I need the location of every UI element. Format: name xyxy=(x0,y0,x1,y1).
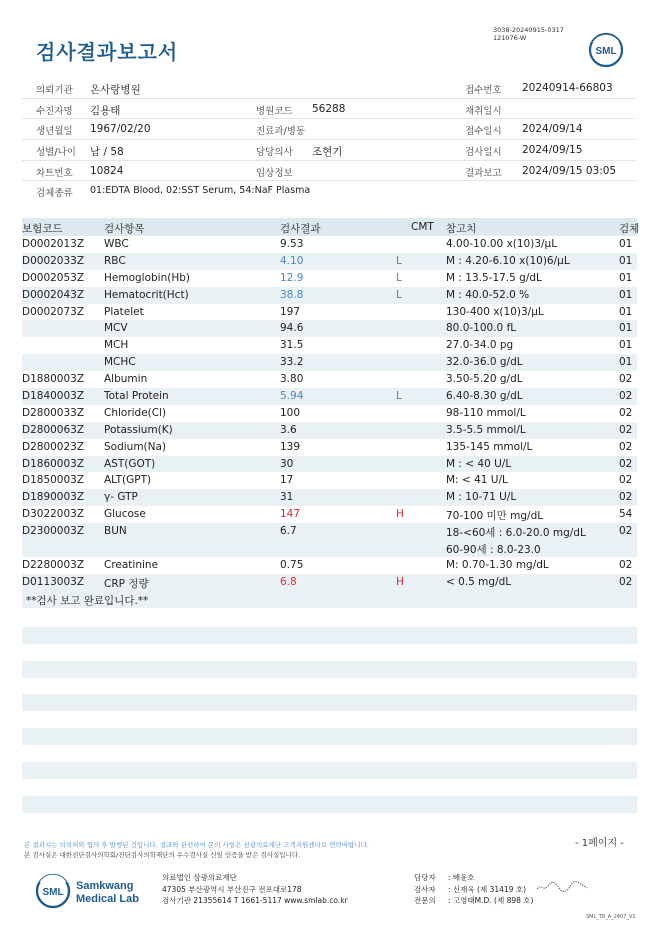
staff-label-3: 전문의 xyxy=(414,896,436,905)
received-label: 접수일시 xyxy=(465,126,502,138)
test-result: 33.2 xyxy=(280,356,304,369)
test-flag: L xyxy=(396,390,402,403)
info-row xyxy=(22,78,637,99)
staff-label-2: 검사자 xyxy=(414,884,436,894)
test-name: Hemoglobin(Hb) xyxy=(104,271,191,284)
test-specimen: 02 xyxy=(619,390,633,403)
chart-label: 차트번호 xyxy=(36,167,73,179)
test-code: D2800023Z xyxy=(22,440,85,453)
test-code: D1860003Z xyxy=(22,457,85,470)
empty-row xyxy=(22,711,637,728)
info-row xyxy=(22,119,637,140)
test-specimen: 01 xyxy=(619,254,633,267)
test-name: γ- GTP xyxy=(104,491,138,504)
test-code: D2300003Z xyxy=(22,525,85,538)
table-row xyxy=(22,422,637,439)
test-reference: < 0.5 mg/dL xyxy=(446,575,512,588)
table-row xyxy=(22,523,637,557)
test-name: Total Protein xyxy=(104,390,169,403)
test-specimen: 02 xyxy=(619,406,633,419)
test-code: D3022003Z xyxy=(22,508,85,521)
reported-label: 결과보고 xyxy=(465,167,502,179)
sex-age-label: 성별/나이 xyxy=(36,147,76,159)
footer-logo-name-1: Samkwang xyxy=(76,880,134,892)
test-name: Chloride(Cl) xyxy=(104,406,167,419)
test-name: Albumin xyxy=(104,373,148,386)
test-reference: 70-100 미만 mg/dL xyxy=(446,510,544,523)
reference-line-1: 3038-20240915-0317 xyxy=(493,26,564,34)
test-flag: H xyxy=(396,575,404,588)
signature-icon xyxy=(535,880,590,894)
test-result: 9.53 xyxy=(280,238,304,250)
received-value: 2024/09/14 xyxy=(522,123,583,136)
staff-row xyxy=(414,872,533,884)
empty-row xyxy=(22,728,637,745)
table-header xyxy=(22,218,640,236)
table-row xyxy=(22,287,637,304)
staff-value-2: : 신재욱 (제 31419 호) xyxy=(448,884,526,894)
hospital-code-value: 56288 xyxy=(312,102,346,115)
institution-label: 의뢰기관 xyxy=(36,85,73,96)
table-row xyxy=(22,388,637,405)
test-name: MCV xyxy=(104,322,128,335)
test-name: AST(GOT) xyxy=(104,457,156,470)
empty-row xyxy=(22,661,637,678)
test-result: 6.8 xyxy=(280,575,297,588)
test-reference: 18-<60세 : 6.0-20.0 mg/dL xyxy=(446,527,586,540)
test-result: 31 xyxy=(280,491,294,504)
test-name: Hematocrit(Hct) xyxy=(104,288,189,301)
test-code: D0113003Z xyxy=(22,575,85,588)
org-line-2: 47305 부산광역시 부산진구 전포대로178 xyxy=(162,884,302,894)
test-specimen: 02 xyxy=(619,575,633,588)
chart-value: 10824 xyxy=(90,164,124,177)
empty-row xyxy=(22,627,637,644)
empty-row xyxy=(22,745,637,762)
org-line-1: 의료법인 삼광의료재단 xyxy=(162,873,237,882)
test-specimen: 02 xyxy=(619,440,633,453)
staff-value-1: : 배윤호 xyxy=(448,873,475,882)
test-code: D2800033Z xyxy=(22,406,85,419)
test-result: 3.6 xyxy=(280,423,297,436)
doctor-label: 담당의사 xyxy=(256,147,293,159)
test-reference: 80.0-100.0 fL xyxy=(446,322,517,335)
header-reference: 참고치 xyxy=(446,223,477,235)
info-row xyxy=(22,99,637,120)
samkwang-logo-icon xyxy=(34,872,154,910)
test-name: CRP 정량 xyxy=(104,577,149,590)
results-table xyxy=(22,218,640,608)
test-result: 139 xyxy=(280,440,301,453)
footer-logo-mark: SML xyxy=(42,887,64,898)
page-title: 검사결과보고서 xyxy=(36,40,179,64)
test-specimen: 02 xyxy=(619,525,633,538)
page-number: - 1페이지 - xyxy=(575,838,624,849)
test-code: D0002033Z xyxy=(22,254,85,267)
test-specimen: 02 xyxy=(619,373,633,386)
test-code: D0002013Z xyxy=(22,238,85,250)
table-body xyxy=(22,236,637,591)
test-specimen: 01 xyxy=(619,356,633,369)
test-result: 100 xyxy=(280,406,301,419)
test-name: WBC xyxy=(104,238,129,250)
disclaimer-line-2: 본 검사실은 대한진단검사의학회/진단검사의학재단의 우수검사실 신임 인증을 받은 검사실입니다. xyxy=(24,851,301,859)
test-reference: M: 0.70-1.30 mg/dL xyxy=(446,558,549,571)
test-code: D2280003Z xyxy=(22,558,85,571)
test-flag: L xyxy=(396,271,402,284)
info-row xyxy=(22,140,637,161)
header-name: 검사항목 xyxy=(104,223,145,235)
test-name: MCH xyxy=(104,339,129,352)
form-version: SML_TR_A_2407_V1 xyxy=(586,914,636,920)
specimen-label: 검체종류 xyxy=(36,188,73,200)
test-specimen: 02 xyxy=(619,558,633,571)
table-row xyxy=(22,371,637,388)
test-reference: 130-400 x(10)3/μL xyxy=(446,305,544,318)
table-row xyxy=(22,439,637,456)
info-row xyxy=(22,181,637,202)
test-specimen: 54 xyxy=(619,508,633,521)
header-code: 보험코드 xyxy=(22,223,63,235)
report-reference-numbers xyxy=(493,26,564,42)
test-name: ALT(GPT) xyxy=(104,474,152,487)
test-reference: 4.00-10.00 x(10)3/μL xyxy=(446,238,558,250)
test-result: 5.94 xyxy=(280,390,304,403)
test-code: D0002043Z xyxy=(22,288,85,301)
patient-info xyxy=(22,78,637,202)
hospital-code-label: 병원코드 xyxy=(256,105,293,117)
birth-label: 생년월일 xyxy=(36,126,73,138)
test-result: 3.80 xyxy=(280,373,304,386)
table-row xyxy=(22,304,637,321)
end-note-row xyxy=(22,591,637,608)
organization-info xyxy=(162,872,348,907)
test-code: D2800063Z xyxy=(22,423,85,436)
table-row xyxy=(22,354,637,371)
test-name: RBC xyxy=(104,254,126,267)
table-row xyxy=(22,574,637,591)
empty-row xyxy=(22,644,637,661)
birth-value: 1967/02/20 xyxy=(90,123,151,136)
test-reference: M : 40.0-52.0 % xyxy=(446,288,530,301)
table-row xyxy=(22,489,637,506)
reference-line-2: 121076-W xyxy=(493,34,527,42)
test-reference: 27.0-34.0 pg xyxy=(446,339,514,352)
test-specimen: 02 xyxy=(619,474,633,487)
empty-row xyxy=(22,779,637,796)
test-reference: 32.0-36.0 g/dL xyxy=(446,356,523,369)
footer-logo-name-2: Medical Lab xyxy=(76,893,139,905)
clinical-label: 임상정보 xyxy=(256,167,293,179)
test-result: 31.5 xyxy=(280,339,304,352)
test-result: 94.6 xyxy=(280,322,304,335)
test-specimen: 01 xyxy=(619,271,633,284)
test-code: D1840003Z xyxy=(22,390,85,403)
patient-label: 수진자명 xyxy=(36,105,73,117)
empty-row xyxy=(22,678,637,695)
test-specimen: 02 xyxy=(619,423,633,436)
test-result: 6.7 xyxy=(280,525,297,538)
empty-row xyxy=(22,610,637,627)
staff-label-1: 담당자 xyxy=(414,873,436,882)
specimen-value: 01:EDTA Blood, 02:SST Serum, 54:NaF Plasma xyxy=(90,185,311,197)
test-specimen: 01 xyxy=(619,238,633,250)
reported-value: 2024/09/15 03:05 xyxy=(522,164,617,177)
header-cmt: CMT xyxy=(411,221,434,233)
test-name: Sodium(Na) xyxy=(104,440,167,453)
table-row xyxy=(22,236,637,253)
test-name: BUN xyxy=(104,525,127,538)
header-specimen: 검체 xyxy=(619,223,640,235)
test-name: Creatinine xyxy=(104,558,159,571)
test-reference: M : 13.5-17.5 g/dL xyxy=(446,271,542,284)
table-row xyxy=(22,405,637,422)
empty-rows xyxy=(22,610,637,813)
disclaimer xyxy=(24,840,369,860)
test-flag: H xyxy=(396,508,404,521)
test-result: 38.8 xyxy=(280,288,304,301)
table-row xyxy=(22,557,637,574)
test-reference: M: < 41 U/L xyxy=(446,474,508,487)
table-row xyxy=(22,320,637,337)
test-code: D1850003Z xyxy=(22,474,85,487)
receipt-no-label: 접수번호 xyxy=(465,85,502,96)
test-specimen: 01 xyxy=(619,288,633,301)
sex-age-value: 남 / 58 xyxy=(90,146,124,159)
test-specimen: 02 xyxy=(619,491,633,504)
test-result: 17 xyxy=(280,474,294,487)
test-reference: M : < 40 U/L xyxy=(446,457,512,470)
org-line-3: 검사기관 21355614 T 1661-5117 www.smlab.co.kr xyxy=(162,896,348,905)
test-specimen: 01 xyxy=(619,339,633,352)
test-name: MCHC xyxy=(104,356,136,369)
test-specimen: 02 xyxy=(619,457,633,470)
staff-row xyxy=(414,895,533,907)
test-flag: L xyxy=(396,254,402,267)
empty-row xyxy=(22,796,637,813)
test-code: D1890003Z xyxy=(22,491,85,504)
tested-label: 검사일시 xyxy=(465,147,502,159)
institution-value: 온사랑병원 xyxy=(90,84,141,96)
table-row xyxy=(22,253,637,270)
test-result: 12.9 xyxy=(280,271,304,284)
receipt-no-value: 20240914-66803 xyxy=(522,82,613,94)
patient-value: 김용태 xyxy=(90,104,121,117)
table-row xyxy=(22,456,637,473)
dept-label: 진료과/병동 xyxy=(256,126,306,138)
test-reference: M : 4.20-6.10 x(10)6/μL xyxy=(446,254,570,267)
test-reference: 3.5-5.5 mmol/L xyxy=(446,423,526,436)
test-name: Platelet xyxy=(104,305,144,318)
table-row xyxy=(22,472,637,489)
test-reference: 6.40-8.30 g/dL xyxy=(446,390,523,403)
test-reference-line-2: 60-90세 : 8.0-23.0 xyxy=(446,544,541,557)
sml-logo-icon xyxy=(588,32,624,68)
test-result: 147 xyxy=(280,508,301,521)
test-reference: 3.50-5.20 g/dL xyxy=(446,373,523,386)
test-code: D0002053Z xyxy=(22,271,85,284)
header-result: 검사결과 xyxy=(280,223,321,235)
test-name: Potassium(K) xyxy=(104,423,173,436)
test-specimen: 01 xyxy=(619,305,633,318)
doctor-value: 조현기 xyxy=(312,146,343,159)
sml-logo-text: SML xyxy=(595,46,617,57)
empty-row xyxy=(22,762,637,779)
staff-info xyxy=(414,872,533,907)
test-reference: 98-110 mmol/L xyxy=(446,406,526,419)
staff-row xyxy=(414,884,533,896)
end-note: **검사 보고 완료입니다.** xyxy=(26,594,149,607)
tested-value: 2024/09/15 xyxy=(522,144,583,157)
empty-row xyxy=(22,694,637,711)
test-result: 4.10 xyxy=(280,254,304,267)
table-row xyxy=(22,337,637,354)
disclaimer-line-1: 본 결과지는 의뢰처와 협의 후 발행된 것입니다. 결과와 관련하여 문의 사항은 삼광의료재단 고객지원센터로 연락바랍니다. xyxy=(24,841,369,849)
test-code: D1880003Z xyxy=(22,373,85,386)
test-result: 197 xyxy=(280,305,301,318)
info-row xyxy=(22,161,637,182)
test-code: D0002073Z xyxy=(22,305,85,318)
collect-date-label: 채취일시 xyxy=(465,105,502,117)
test-flag: L xyxy=(396,288,402,301)
test-name: Glucose xyxy=(104,508,146,521)
test-result: 30 xyxy=(280,457,294,470)
test-reference: M : 10-71 U/L xyxy=(446,491,517,504)
test-result: 0.75 xyxy=(280,558,304,571)
table-row xyxy=(22,506,637,523)
staff-value-3: : 고영태M.D. (제 898 호) xyxy=(448,896,534,905)
test-reference: 135-145 mmol/L xyxy=(446,440,533,453)
table-row xyxy=(22,270,637,287)
test-specimen: 01 xyxy=(619,322,633,335)
